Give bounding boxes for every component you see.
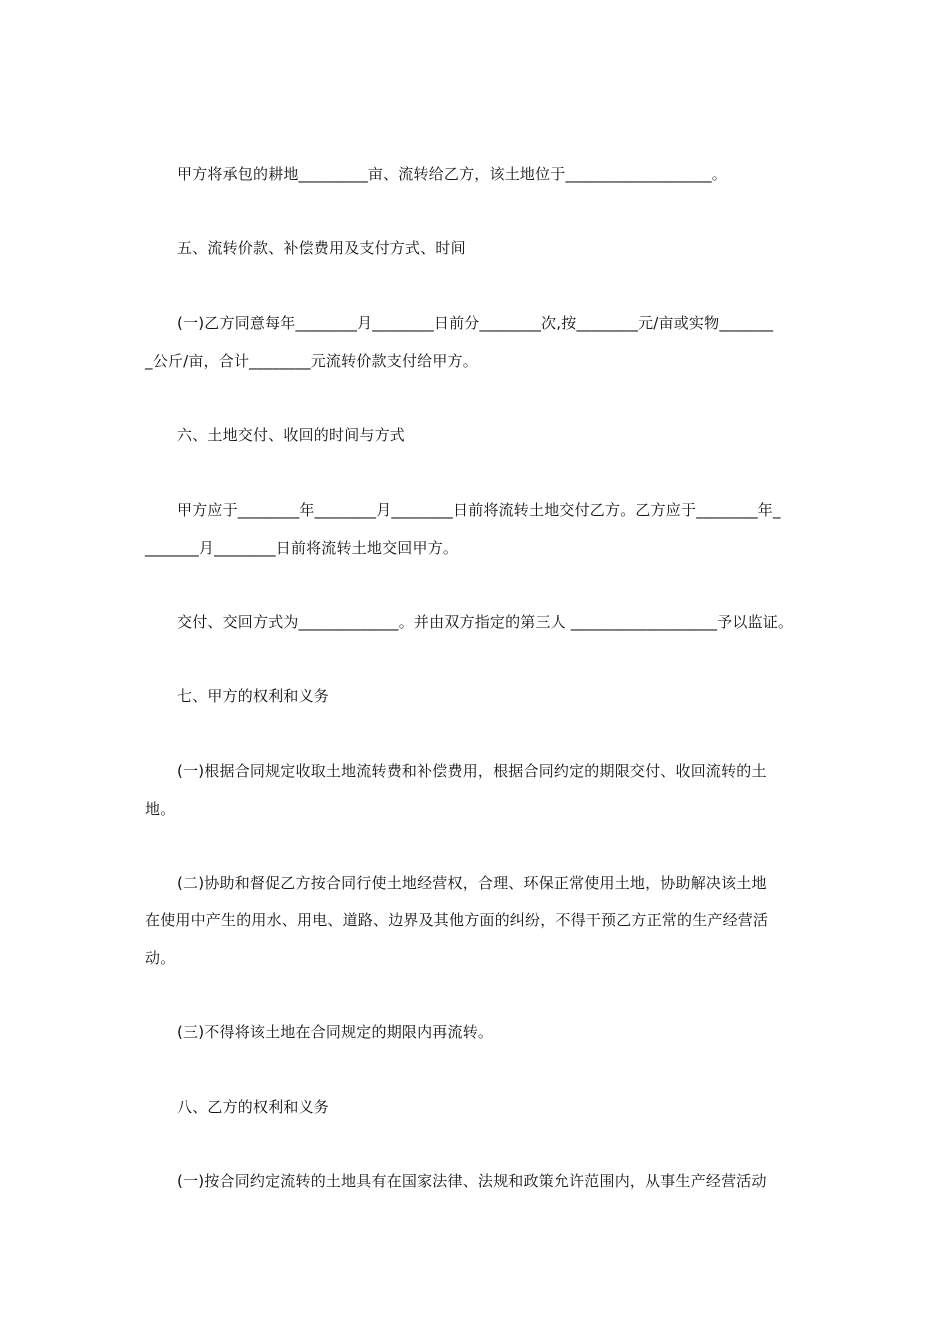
section-heading-8: 八、乙方的权利和义务 bbox=[177, 1098, 330, 1116]
clause-5-1-line-2: _公斤/亩，合计________元流转价款支付给甲方。 bbox=[145, 352, 478, 370]
clause-7-1-line-1: (一)根据合同规定收取土地流转费和补偿费用，根据合同约定的期限交付、收回流转的土 bbox=[177, 762, 767, 780]
clause-7-3: (三)不得将该土地在合同规定的期限内再流转。 bbox=[177, 1023, 494, 1041]
clause-7-2-line-3: 动。 bbox=[145, 949, 176, 967]
paragraph-land-transfer: 甲方将承包的耕地_________亩、流转给乙方，该土地位于___________________。 bbox=[177, 165, 728, 183]
clause-8-1-line-1: (一)按合同约定流转的土地具有在国家法律、法规和政策允许范围内，从事生产经营活动 bbox=[177, 1172, 767, 1190]
clause-6-line-2: _______月________日前将流转土地交回甲方。 bbox=[145, 539, 459, 557]
section-heading-7: 七、甲方的权利和义务 bbox=[177, 687, 330, 705]
section-heading-6: 六、土地交付、收回的时间与方式 bbox=[177, 426, 406, 444]
clause-5-1-line-1: (一)乙方同意每年________月________日前分________次,按________元/亩或实物_______ bbox=[177, 314, 774, 332]
section-heading-5: 五、流转价款、补偿费用及支付方式、时间 bbox=[177, 239, 466, 257]
clause-6-method: 交付、交回方式为_____________。并由双方指定的第三人 ___________________予以监证。 bbox=[177, 613, 794, 631]
clause-7-2-line-2: 在使用中产生的用水、用电、道路、边界及其他方面的纠纷，不得干预乙方正常的生产经营活 bbox=[145, 911, 769, 929]
clause-6-line-1: 甲方应于________年________月________日前将流转土地交付乙方。乙方应于________年_ bbox=[177, 501, 781, 519]
clause-7-2-line-1: (二)协助和督促乙方按合同行使土地经营权，合理、环保正常使用土地，协助解决该土地 bbox=[177, 874, 767, 892]
clause-7-1-line-2: 地。 bbox=[145, 800, 176, 818]
